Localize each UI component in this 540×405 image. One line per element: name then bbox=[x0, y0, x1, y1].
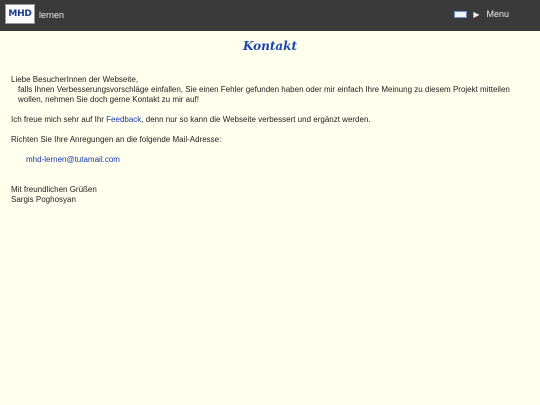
main-content bbox=[0, 75, 540, 205]
greeting-text: Liebe BesucherInnen der Webseite, bbox=[11, 75, 139, 84]
feedback-link[interactable]: Feedback bbox=[106, 115, 142, 124]
menu-label[interactable]: Menu bbox=[486, 9, 509, 19]
menu-button[interactable] bbox=[454, 9, 509, 19]
intro-text: falls Ihnen Verbesserungsvorschläge einfallen, Sie einen Fehler gefunden haben oder mir einfach Ihre Meinung zu diesem Projekt mitteilen wollen, nehmen Sie doch gerne Kontakt zu mir auf! bbox=[18, 85, 510, 104]
feedback-paragraph bbox=[11, 115, 529, 125]
menu-arrow-icon: ▶ bbox=[473, 9, 480, 19]
logo-text: MHD bbox=[8, 9, 32, 19]
feedback-text-before: Ich freue mich sehr auf Ihr bbox=[11, 115, 107, 124]
site-name[interactable]: lernen bbox=[39, 10, 65, 20]
top-bar bbox=[0, 0, 540, 31]
feedback-text-after: , denn nur so kann die Webseite verbessert und ergänzt werden. bbox=[141, 115, 371, 124]
closing-text: Mit freundlichen Grüßen bbox=[11, 185, 97, 194]
menu-toggle-checkbox[interactable] bbox=[454, 11, 467, 18]
page-title: Kontakt bbox=[242, 39, 298, 53]
email-link[interactable]: mhd-lernen@tutamail.com bbox=[26, 155, 120, 164]
site-logo[interactable] bbox=[5, 4, 35, 24]
email-paragraph bbox=[11, 155, 529, 165]
signature-text: Sargis Poghosyan bbox=[11, 195, 76, 204]
address-intro-text: Richten Sie Ihre Anregungen an die folgende Mail-Adresse: bbox=[11, 135, 222, 144]
